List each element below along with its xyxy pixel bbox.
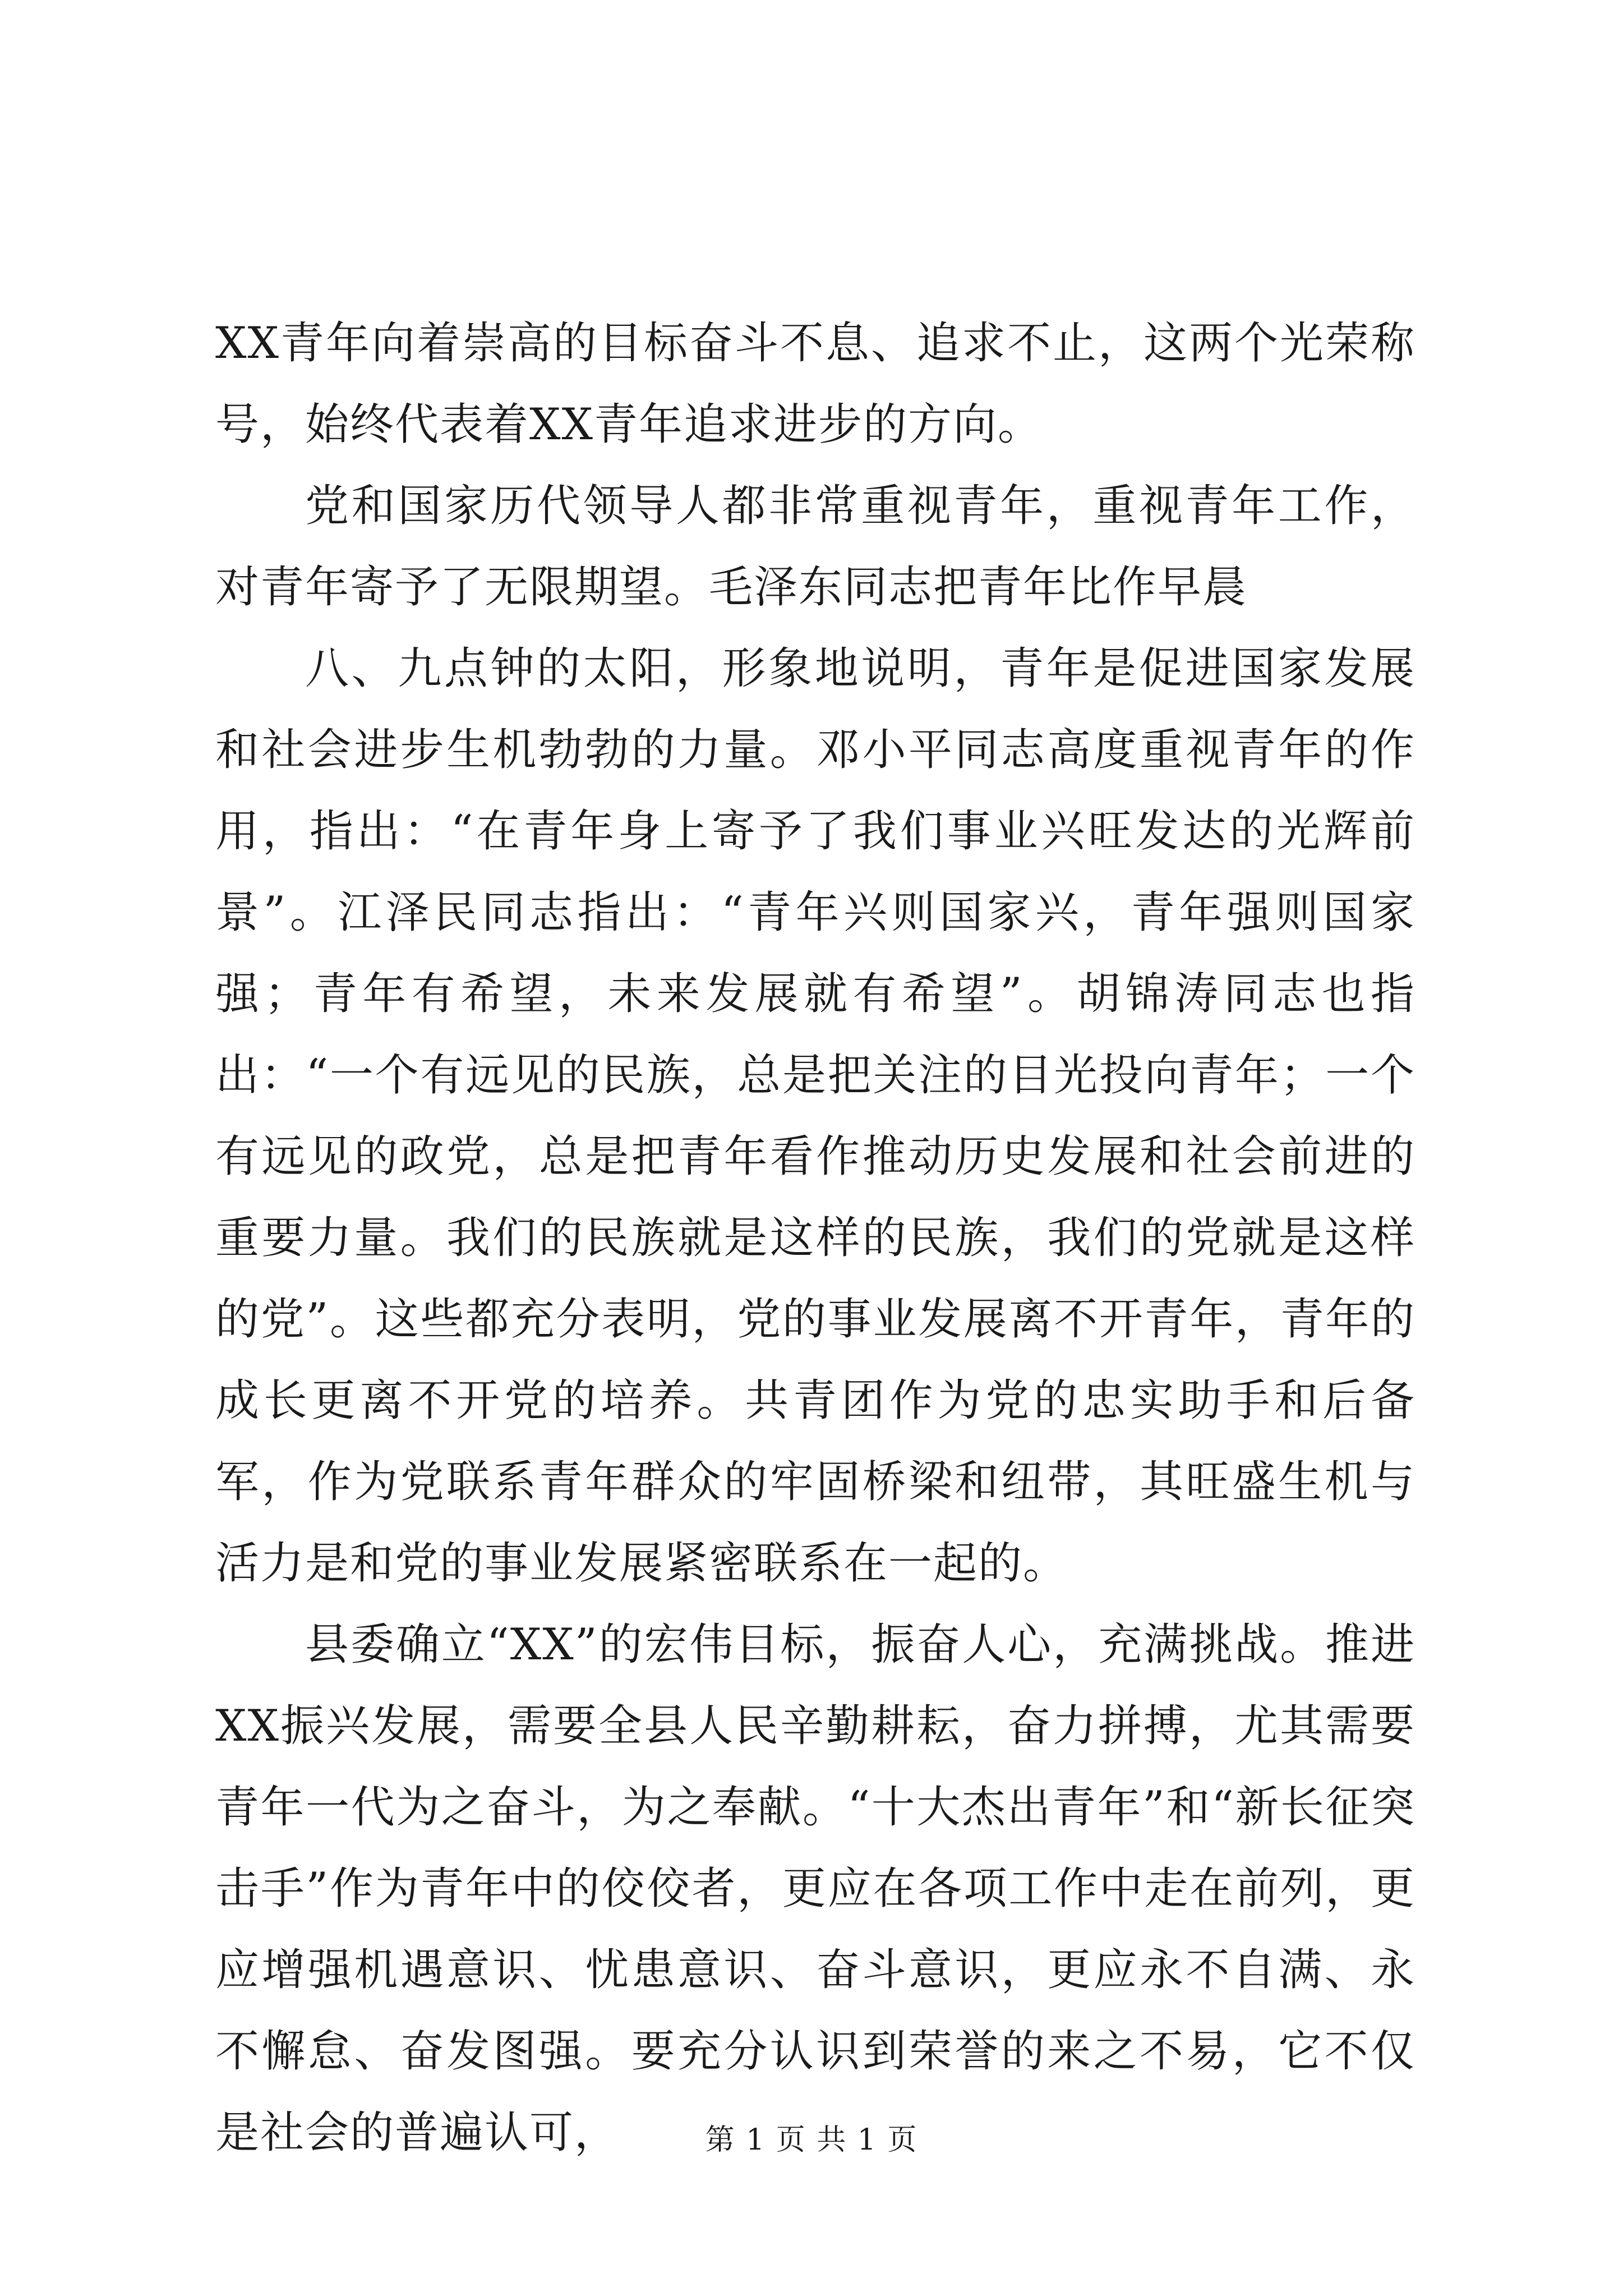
paragraph-2: 党和国家历代领导人都非常重视青年，重视青年工作，对青年寄予了无限期望。毛泽东同志把青年比作早晨 [215, 481, 1415, 613]
document-body [215, 303, 1415, 2174]
page-footer: 第 1 页 共 1 页 [705, 2123, 918, 2157]
paragraph-4: 县委确立“XX”的宏伟目标，振奋人心，充满挑战。推进XX振兴发展，需要全县人民辛勤耕耘，奋力拼搏，尤其需要青年一代为之奋斗，为之奉献。“十大杰出青年”和“新长征突击手”作为青年中的佼佼者，更应在各项工作中走在前列，更应增强机遇意识、忧患意识、奋斗意识，更应永不自满、永不懈怠、奋发图强。要充分认识到荣誉的来之不易，它不仅是社会的普遍认可， [215, 1619, 1415, 2158]
paragraph-1: XX青年向着崇高的目标奋斗不息、追求不止，这两个光荣称号，始终代表着XX青年追求进步的方向。 [215, 318, 1415, 450]
paragraph-3: 八、九点钟的太阳，形象地说明，青年是促进国家发展和社会进步生机勃勃的力量。邓小平同志高度重视青年的作用，指出：“在青年身上寄予了我们事业兴旺发达的光辉前景”。江泽民同志指出：“青年兴则国家兴，青年强则国家强；青年有希望，未来发展就有希望”。胡锦涛同志也指出：“一个有远见的民族，总是把关注的目光投向青年；一个有远见的政党，总是把青年看作推动历史发展和社会前进的重要力量。我们的民族就是这样的民族，我们的党就是这样的党”。这些都充分表明，党的事业发展离不开青年，青年的成长更离不开党的培养。共青团作为党的忠实助手和后备军，作为党联系青年群众的牢固桥梁和纽带，其旺盛生机与活力是和党的事业发展紧密联系在一起的。 [215, 643, 1415, 1589]
